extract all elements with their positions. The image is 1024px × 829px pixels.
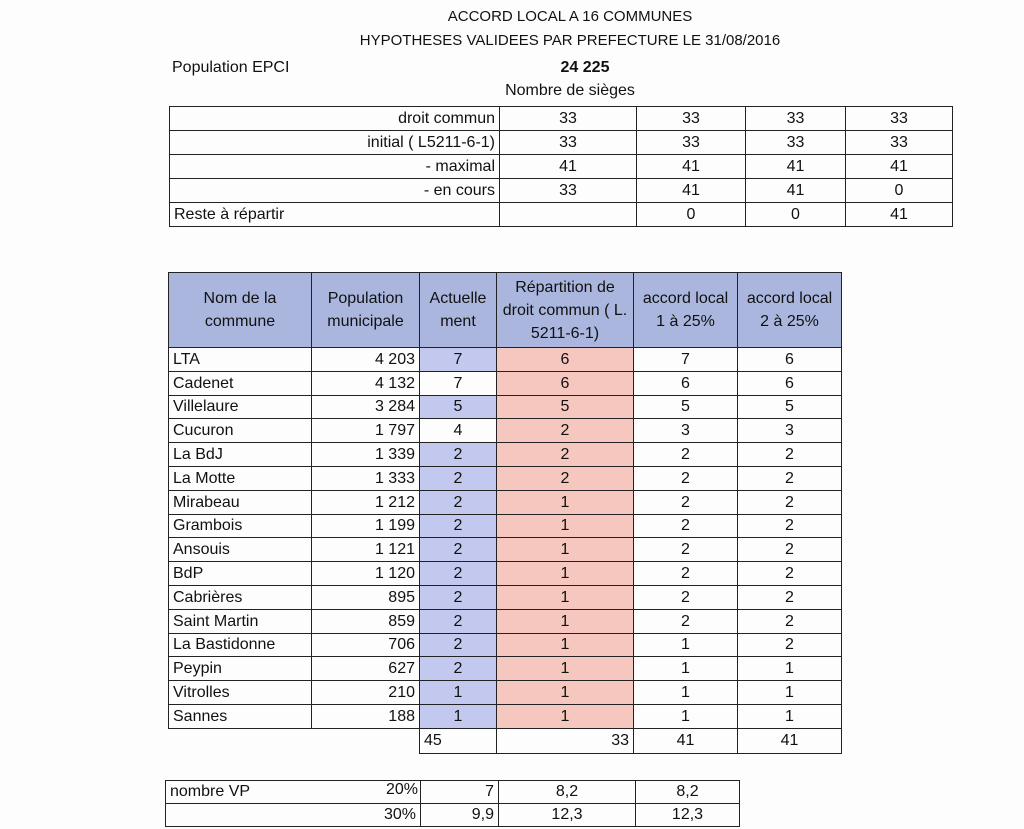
commune-current-seats: 2	[420, 633, 497, 657]
commune-current-seats: 2	[420, 443, 497, 467]
totals-row	[169, 728, 842, 753]
vp-row	[166, 781, 844, 804]
seats-row	[170, 131, 953, 155]
seats-row-label: Reste à répartir	[170, 203, 500, 227]
commune-accord-local-1: 1	[634, 633, 738, 657]
commune-accord-local-2: 2	[738, 514, 842, 538]
commune-droit-commun: 2	[497, 419, 634, 443]
seats-cell: 41	[846, 155, 953, 179]
seats-cell: 0	[637, 203, 746, 227]
commune-current-seats: 2	[420, 514, 497, 538]
table-row	[169, 490, 842, 514]
commune-droit-commun: 6	[497, 348, 634, 372]
communes-table	[168, 272, 842, 754]
seats-cell: 41	[637, 155, 746, 179]
vp-label: nombre VP	[166, 781, 421, 804]
seats-cell: 33	[846, 107, 953, 131]
commune-droit-commun: 1	[497, 657, 634, 681]
vp-al1: 12,3	[499, 804, 636, 827]
commune-name: Cucuron	[169, 419, 312, 443]
vp-al2: 12,3	[636, 804, 740, 827]
vp-table	[165, 780, 844, 827]
seats-table	[169, 106, 953, 227]
commune-population: 1 797	[312, 419, 420, 443]
commune-accord-local-1: 2	[634, 466, 738, 490]
commune-population: 859	[312, 609, 420, 633]
seats-cell: 33	[846, 131, 953, 155]
total-droit-commun: 33	[497, 728, 634, 753]
commune-name: Ansouis	[169, 538, 312, 562]
table-row	[169, 348, 842, 372]
commune-name: La Bastidonne	[169, 633, 312, 657]
commune-accord-local-2: 2	[738, 538, 842, 562]
seats-row-label: droit commun	[170, 107, 500, 131]
seats-cell: 33	[500, 179, 637, 203]
commune-accord-local-2: 1	[738, 657, 842, 681]
commune-droit-commun: 1	[497, 585, 634, 609]
commune-population: 210	[312, 681, 420, 705]
commune-accord-local-1: 2	[634, 443, 738, 467]
seats-cell: 41	[746, 155, 846, 179]
commune-accord-local-2: 2	[738, 633, 842, 657]
commune-population: 895	[312, 585, 420, 609]
commune-accord-local-2: 6	[738, 348, 842, 372]
commune-current-seats: 2	[420, 657, 497, 681]
commune-accord-local-1: 1	[634, 681, 738, 705]
commune-current-seats: 2	[420, 562, 497, 586]
table-row	[169, 704, 842, 728]
commune-name: La BdJ	[169, 443, 312, 467]
commune-population: 4 132	[312, 371, 420, 395]
commune-accord-local-2: 2	[738, 490, 842, 514]
commune-accord-local-1: 2	[634, 538, 738, 562]
commune-droit-commun: 6	[497, 371, 634, 395]
vp-percent: 30%	[166, 804, 421, 827]
seats-cell: 0	[746, 203, 846, 227]
total-current: 45	[420, 728, 497, 753]
commune-population: 3 284	[312, 395, 420, 419]
commune-accord-local-1: 2	[634, 585, 738, 609]
vp-droit-commun: 7	[421, 781, 499, 804]
column-header: Population municipale	[312, 273, 420, 348]
commune-name: Cabrières	[169, 585, 312, 609]
commune-accord-local-1: 3	[634, 419, 738, 443]
commune-name: Mirabeau	[169, 490, 312, 514]
commune-droit-commun: 1	[497, 681, 634, 705]
commune-name: Cadenet	[169, 371, 312, 395]
table-row	[169, 514, 842, 538]
commune-accord-local-2: 2	[738, 562, 842, 586]
seats-cell: 41	[500, 155, 637, 179]
totals-spacer	[169, 728, 312, 753]
table-row	[169, 657, 842, 681]
commune-droit-commun: 1	[497, 609, 634, 633]
commune-accord-local-2: 2	[738, 443, 842, 467]
commune-accord-local-1: 2	[634, 514, 738, 538]
commune-name: Grambois	[169, 514, 312, 538]
commune-accord-local-1: 6	[634, 371, 738, 395]
seats-cell: 33	[746, 107, 846, 131]
commune-accord-local-1: 5	[634, 395, 738, 419]
table-row	[169, 466, 842, 490]
commune-current-seats: 7	[420, 371, 497, 395]
commune-droit-commun: 1	[497, 514, 634, 538]
seats-row-label: initial ( L5211-6-1)	[170, 131, 500, 155]
totals-spacer	[312, 728, 420, 753]
seats-row	[170, 155, 953, 179]
commune-accord-local-2: 5	[738, 395, 842, 419]
vp-percent-20: 20%	[385, 781, 418, 798]
table-row	[169, 443, 842, 467]
table-row	[169, 538, 842, 562]
commune-name: BdP	[169, 562, 312, 586]
column-header: Répartition de droit commun ( L. 5211-6-1)	[497, 273, 634, 348]
commune-droit-commun: 2	[497, 466, 634, 490]
commune-name: Saint Martin	[169, 609, 312, 633]
commune-population: 4 203	[312, 348, 420, 372]
seats-cell: 33	[637, 131, 746, 155]
commune-current-seats: 5	[420, 395, 497, 419]
table-row	[169, 609, 842, 633]
commune-current-seats: 1	[420, 681, 497, 705]
commune-name: Sannes	[169, 704, 312, 728]
commune-droit-commun: 1	[497, 562, 634, 586]
commune-accord-local-2: 2	[738, 609, 842, 633]
commune-accord-local-2: 2	[738, 585, 842, 609]
commune-current-seats: 2	[420, 490, 497, 514]
seats-cell: 33	[637, 107, 746, 131]
commune-name: Villelaure	[169, 395, 312, 419]
commune-accord-local-1: 2	[634, 562, 738, 586]
commune-droit-commun: 5	[497, 395, 634, 419]
seats-cell: 41	[746, 179, 846, 203]
seats-row	[170, 179, 953, 203]
commune-accord-local-1: 7	[634, 348, 738, 372]
commune-current-seats: 2	[420, 609, 497, 633]
commune-name: La Motte	[169, 466, 312, 490]
vp-droit-commun: 9,9	[421, 804, 499, 827]
commune-population: 1 120	[312, 562, 420, 586]
seats-row-label: - maximal	[170, 155, 500, 179]
commune-accord-local-2: 6	[738, 371, 842, 395]
commune-accord-local-2: 3	[738, 419, 842, 443]
commune-accord-local-2: 1	[738, 704, 842, 728]
seats-cell: 41	[637, 179, 746, 203]
commune-current-seats: 4	[420, 419, 497, 443]
commune-accord-local-1: 2	[634, 490, 738, 514]
commune-population: 1 121	[312, 538, 420, 562]
commune-current-seats: 2	[420, 466, 497, 490]
vp-row	[166, 804, 844, 827]
population-label: Population EPCI	[172, 59, 290, 76]
commune-population: 1 199	[312, 514, 420, 538]
document-subtitle: HYPOTHESES VALIDEES PAR PREFECTURE LE 31/08/2016	[359, 32, 781, 49]
commune-accord-local-2: 1	[738, 681, 842, 705]
seats-cell: 33	[500, 107, 637, 131]
commune-current-seats: 2	[420, 585, 497, 609]
commune-droit-commun: 1	[497, 490, 634, 514]
table-row	[169, 681, 842, 705]
commune-droit-commun: 1	[497, 633, 634, 657]
commune-population: 188	[312, 704, 420, 728]
commune-population: 1 212	[312, 490, 420, 514]
table-row	[169, 633, 842, 657]
seats-title: Nombre de sièges	[505, 82, 635, 99]
commune-population: 627	[312, 657, 420, 681]
document-title: ACCORD LOCAL A 16 COMMUNES	[447, 8, 693, 25]
seats-row	[170, 107, 953, 131]
column-header: accord local 1 à 25%	[634, 273, 738, 348]
commune-droit-commun: 1	[497, 538, 634, 562]
communes-header-row	[169, 273, 842, 348]
column-header: Nom de la commune	[169, 273, 312, 348]
commune-droit-commun: 1	[497, 704, 634, 728]
commune-name: Vitrolles	[169, 681, 312, 705]
vp-al1: 8,2	[499, 781, 636, 804]
commune-population: 1 339	[312, 443, 420, 467]
commune-current-seats: 1	[420, 704, 497, 728]
commune-current-seats: 2	[420, 538, 497, 562]
commune-droit-commun: 2	[497, 443, 634, 467]
table-row	[169, 419, 842, 443]
population-value: 24 225	[560, 59, 610, 76]
commune-name: LTA	[169, 348, 312, 372]
table-row	[169, 371, 842, 395]
vp-al2: 8,2	[636, 781, 740, 804]
commune-accord-local-1: 2	[634, 609, 738, 633]
commune-population: 1 333	[312, 466, 420, 490]
column-header: accord local 2 à 25%	[738, 273, 842, 348]
total-accord-local-2: 41	[738, 728, 842, 753]
seats-cell: 33	[746, 131, 846, 155]
seats-row-label: - en cours	[170, 179, 500, 203]
commune-accord-local-1: 1	[634, 704, 738, 728]
seats-row	[170, 203, 953, 227]
commune-population: 706	[312, 633, 420, 657]
table-row	[169, 562, 842, 586]
total-accord-local-1: 41	[634, 728, 738, 753]
seats-cell	[500, 203, 637, 227]
commune-name: Peypin	[169, 657, 312, 681]
commune-current-seats: 7	[420, 348, 497, 372]
table-row	[169, 395, 842, 419]
seats-cell: 0	[846, 179, 953, 203]
commune-accord-local-1: 1	[634, 657, 738, 681]
column-header: Actuelle ment	[420, 273, 497, 348]
table-row	[169, 585, 842, 609]
seats-cell: 33	[500, 131, 637, 155]
seats-cell: 41	[846, 203, 953, 227]
commune-accord-local-2: 2	[738, 466, 842, 490]
